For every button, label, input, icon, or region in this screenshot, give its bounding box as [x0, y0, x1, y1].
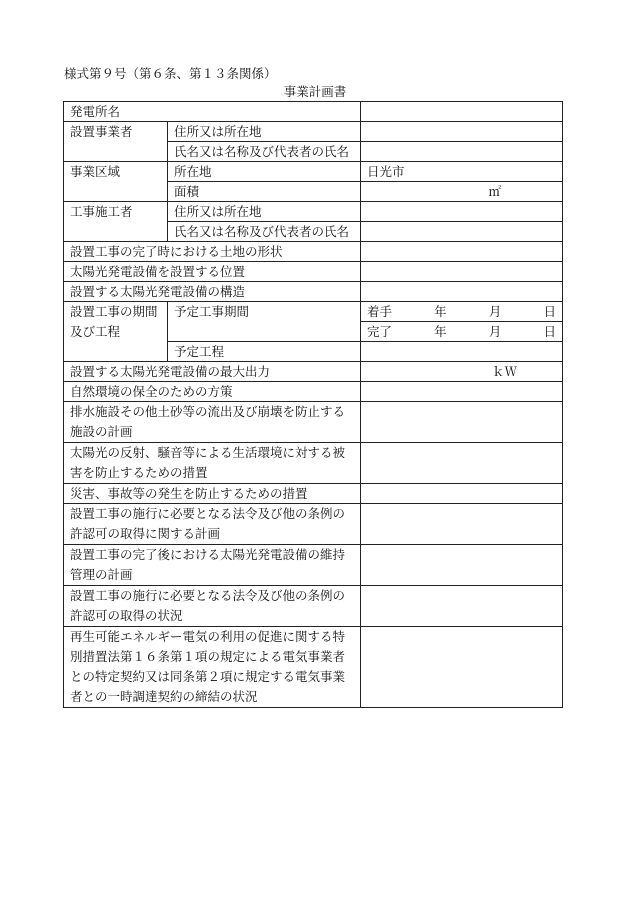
reflection-value[interactable]: [361, 443, 563, 484]
drainage-label: 排水施設その他土砂等の流出及び崩壊を防止する施設の計画: [64, 402, 361, 443]
plant-name-label: 発電所名: [64, 102, 361, 122]
area-size-label: 面積: [168, 182, 361, 202]
location-value[interactable]: [361, 262, 563, 282]
planned-process-label: 予定工程: [168, 342, 361, 362]
disaster-value[interactable]: [361, 484, 563, 504]
table-row: [64, 282, 563, 302]
contractor-name-label: 氏名又は名称及び代表者の氏名: [168, 222, 361, 242]
table-row: [64, 102, 563, 122]
planned-period-label: 予定工事期間: [168, 302, 361, 342]
month-unit: 月: [488, 324, 502, 339]
table-row: [64, 402, 563, 443]
operator-name-label: 氏名又は名称及び代表者の氏名: [168, 142, 361, 162]
max-output-value[interactable]: [361, 362, 563, 382]
period-label-line1: 設置工事の期間: [70, 304, 158, 319]
table-row: [64, 362, 563, 382]
document-title: 事業計画書: [283, 84, 347, 99]
table-row: [64, 504, 563, 545]
permits-status-value[interactable]: [361, 586, 563, 627]
operator-address-label: 住所又は所在地: [168, 122, 361, 142]
day-unit: 日: [543, 324, 556, 339]
land-shape-label: 設置工事の完了時における土地の形状: [64, 242, 361, 262]
planned-process-value[interactable]: [361, 342, 563, 362]
year-unit: 年: [434, 304, 447, 319]
reflection-label: 太陽光の反射、騒音等による生活環境に対する被害を防止するための措置: [64, 443, 361, 484]
kilowatt-unit: ｋＷ: [492, 364, 518, 379]
permits-status-label: 設置工事の施行に必要となる法令及び他の条例の許認可の取得の状況: [64, 586, 361, 627]
contractor-address-label: 住所又は所在地: [168, 202, 361, 222]
table-row: [64, 443, 563, 484]
permits-plan-value[interactable]: [361, 504, 563, 545]
max-output-label: 設置する太陽光発電設備の最大出力: [64, 362, 361, 382]
contractor-name-value[interactable]: [361, 222, 563, 242]
maintenance-value[interactable]: [361, 545, 563, 586]
permits-plan-label: 設置工事の施行に必要となる法令及び他の条例の許認可の取得に関する計画: [64, 504, 361, 545]
square-meter-unit: ㎡: [488, 184, 502, 199]
location-label: 太陽光発電設備を設置する位置: [64, 262, 361, 282]
drainage-value[interactable]: [361, 402, 563, 443]
plant-name-value[interactable]: [361, 102, 563, 122]
land-shape-value[interactable]: [361, 242, 563, 262]
end-date-field[interactable]: [361, 322, 563, 342]
area-location-label: 所在地: [168, 162, 361, 182]
month-unit: 月: [488, 304, 502, 319]
nature-value[interactable]: [361, 382, 563, 402]
table-row: [64, 202, 563, 222]
day-unit: 日: [543, 304, 556, 319]
contract-value[interactable]: [361, 627, 563, 708]
structure-value[interactable]: [361, 282, 563, 302]
area-size-value[interactable]: [361, 182, 563, 202]
table-row: [64, 586, 563, 627]
maintenance-label: 設置工事の完了後における太陽光発電設備の維持管理の計画: [64, 545, 361, 586]
contract-label: 再生可能エネルギー電気の利用の促進に関する特別措置法第１６条第１項の規定による電気事業者との特定契約又は同条第２項に規定する電気事業者との一時調達契約の締結の状況: [64, 627, 361, 708]
table-row: [64, 162, 563, 182]
area-location-value[interactable]: 日光市: [361, 162, 563, 182]
operator-name-value[interactable]: [361, 142, 563, 162]
table-row: [64, 302, 563, 322]
structure-label: 設置する太陽光発電設備の構造: [64, 282, 361, 302]
period-label: [64, 302, 168, 362]
start-label: 着手: [367, 304, 393, 319]
operator-address-value[interactable]: [361, 122, 563, 142]
start-date-field[interactable]: [361, 302, 563, 322]
business-plan-table: [63, 101, 563, 708]
area-label: 事業区域: [64, 162, 168, 202]
table-row: [64, 382, 563, 402]
nature-label: 自然環境の保全のための方策: [64, 382, 361, 402]
table-row: [64, 484, 563, 504]
table-row: [64, 242, 563, 262]
table-row: [64, 122, 563, 142]
end-label: 完了: [367, 324, 393, 339]
contractor-label: 工事施工者: [64, 202, 168, 242]
table-row: [64, 627, 563, 708]
year-unit: 年: [434, 324, 447, 339]
table-row: [64, 545, 563, 586]
form-number: 様式第９号（第６条、第１３条関係）: [64, 66, 277, 81]
operator-label: 設置事業者: [64, 122, 168, 162]
period-label-line2: 及び工程: [70, 324, 121, 339]
disaster-label: 災害、事故等の発生を防止するための措置: [64, 484, 361, 504]
table-row: [64, 262, 563, 282]
contractor-address-value[interactable]: [361, 202, 563, 222]
